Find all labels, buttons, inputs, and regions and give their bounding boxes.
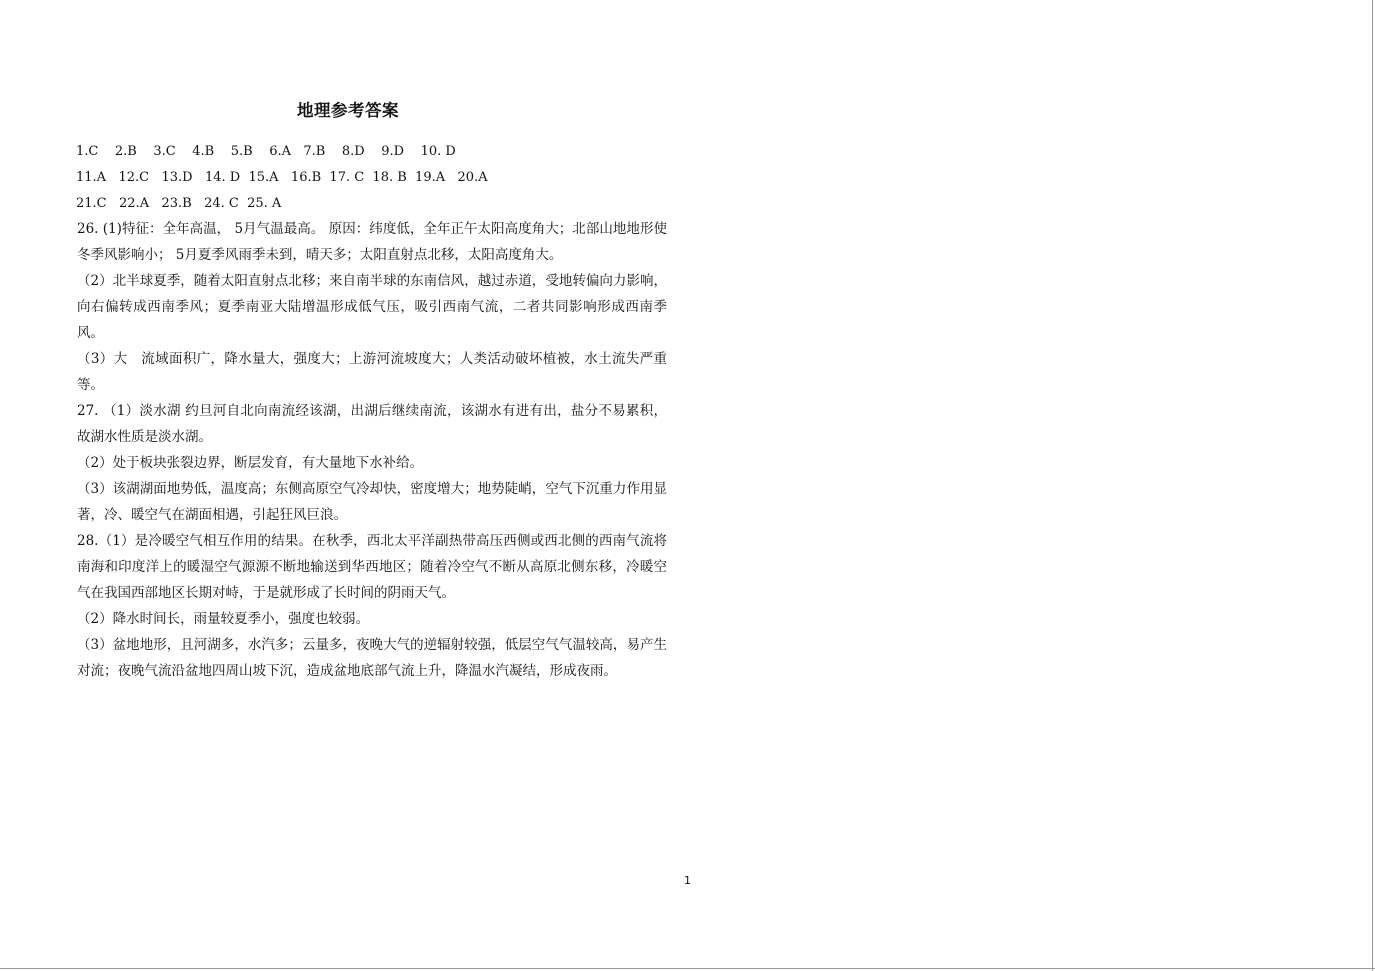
- page-title: 地理参考答案: [297, 101, 399, 120]
- q27-part1: 27. （1）淡水湖 约旦河自北向南流经该湖，出湖后继续南流，该湖水有进有出，盐分不易累积，故湖水性质是淡水湖。: [77, 403, 667, 445]
- q28-part3: （3）盆地地形，且河湖多，水汽多；云量多，夜晚大气的逆辐射较强，低层空气气温较高，易产生对流；夜晚气流沿盆地四周山坡下沉，造成盆地底部气流上升，降温水汽凝结，形成夜雨。: [77, 637, 667, 679]
- choice-row-2: 11.A 12.C 13.D 14. D 15.A 16.B 17. C 18. B 19.A 20.A: [76, 170, 488, 185]
- choice-row-3: 21.C 22.A 23.B 24. C 25. A: [76, 196, 282, 211]
- q28-part1: 28.（1）是冷暖空气相互作用的结果。在秋季，西北太平洋副热带高压西侧或西北侧的西南气流将南海和印度洋上的暖湿空气源源不断地输送到华西地区；随着冷空气不断从高原北侧东移，冷暖空气在我国西部地区长期对峙，于是就形成了长时间的阴雨天气。: [77, 533, 667, 601]
- choice-row-1: 1.C 2.B 3.C 4.B 5.B 6.A 7.B 8.D 9.D 10. D: [76, 144, 456, 159]
- q26-part3: （3）大 流域面积广，降水量大，强度大；上游河流坡度大；人类活动破坏植被，水土流失严重等。: [77, 351, 667, 393]
- multiple-choice-answers: [76, 139, 488, 217]
- q27-part2: （2）处于板块张裂边界，断层发育，有大量地下水补给。: [77, 455, 424, 471]
- page-bottom-edge: [0, 968, 1375, 969]
- page-right-edge: [1372, 0, 1373, 971]
- q27-part3: （3）该湖湖面地势低，温度高；东侧高原空气冷却快，密度增大；地势陡峭，空气下沉重力作用显著，冷、暖空气在湖面相遇，引起狂风巨浪。: [77, 481, 667, 523]
- page-number: 1: [684, 874, 691, 887]
- q26-part1: 26. (1)特征：全年高温， 5月气温最高。 原因：纬度低，全年正午太阳高度角大；北部山地地形使冬季风影响小； 5月夏季风雨季未到，晴天多；太阳直射点北移，太阳高度角大。: [77, 221, 667, 263]
- q28-part2: （2）降水时间长，雨量较夏季小，强度也较弱。: [77, 611, 370, 627]
- q26-part2: （2）北半球夏季，随着太阳直射点北移；来自南半球的东南信风，越过赤道，受地转偏向力影响，向右偏转成西南季风；夏季南亚大陆增温形成低气压，吸引西南气流，二者共同影响形成西南季风。: [77, 273, 667, 341]
- written-answers: [77, 216, 667, 684]
